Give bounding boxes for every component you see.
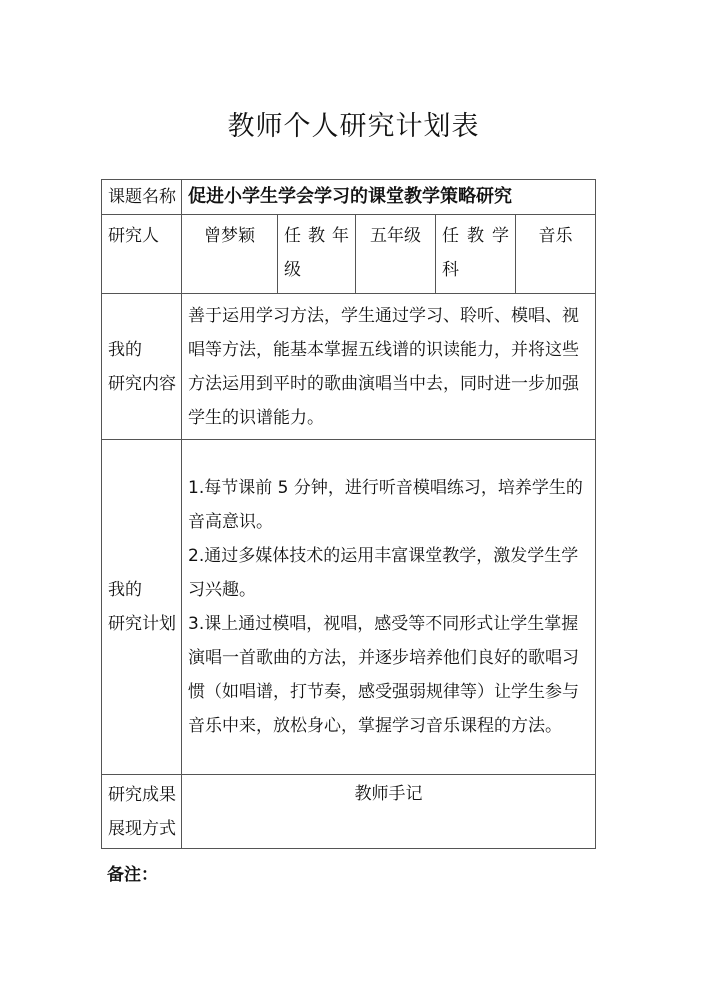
result-value: 教师手记 bbox=[182, 775, 596, 849]
researcher-label: 研究人 bbox=[102, 215, 182, 294]
researcher-value: 曾梦颖 bbox=[182, 215, 278, 294]
plan-label-line1: 我的 bbox=[108, 580, 142, 600]
content-text: 善于运用学习方法，学生通过学习、聆听、模唱、视唱等方法，能基本掌握五线谱的识读能力，并将这些方法运用到平时的歌曲演唱当中去，同时进一步加强学生的识谱能力。 bbox=[182, 294, 596, 440]
note-label: 备注： bbox=[107, 865, 158, 885]
result-label-line2: 展现方式 bbox=[108, 818, 176, 839]
plan-row bbox=[102, 440, 596, 775]
content-row bbox=[102, 294, 596, 440]
result-label bbox=[102, 775, 182, 849]
research-plan-table bbox=[101, 179, 596, 849]
plan-item-2: 2.通过多媒体技术的运用丰富课堂教学，激发学生学习兴趣。 bbox=[188, 546, 579, 600]
plan-item-1: 1.每节课前 5 分钟，进行听音模唱练习，培养学生的音高意识。 bbox=[188, 478, 583, 532]
result-row bbox=[102, 775, 596, 849]
plan-label bbox=[102, 440, 182, 775]
topic-value: 促进小学生学会学习的课堂教学策略研究 bbox=[182, 180, 596, 215]
content-label-line2: 研究内容 bbox=[108, 373, 176, 394]
researcher-row bbox=[102, 215, 596, 294]
subject-value: 音乐 bbox=[516, 215, 596, 294]
topic-label: 课题名称 bbox=[102, 180, 182, 215]
page-title: 教师个人研究计划表 bbox=[227, 111, 480, 142]
plan-item-3: 3.课上通过模唱，视唱，感受等不同形式让学生掌握演唱一首歌曲的方法，并逐步培养他们良好的歌唱习惯（如唱谱，打节奏，感受强弱规律等）让学生参与音乐中来，放松身心，掌握学习音乐课程的方法。 bbox=[188, 614, 579, 736]
grade-value: 五年级 bbox=[356, 215, 436, 294]
topic-row bbox=[102, 180, 596, 215]
subject-label: 任教学科 bbox=[436, 215, 516, 294]
result-label-line1: 研究成果 bbox=[108, 784, 176, 805]
content-label bbox=[102, 294, 182, 440]
grade-label: 任教年级 bbox=[278, 215, 356, 294]
plan-label-line2: 研究计划 bbox=[108, 614, 176, 634]
content-label-line1: 我的 bbox=[108, 339, 142, 360]
plan-text bbox=[182, 440, 596, 775]
